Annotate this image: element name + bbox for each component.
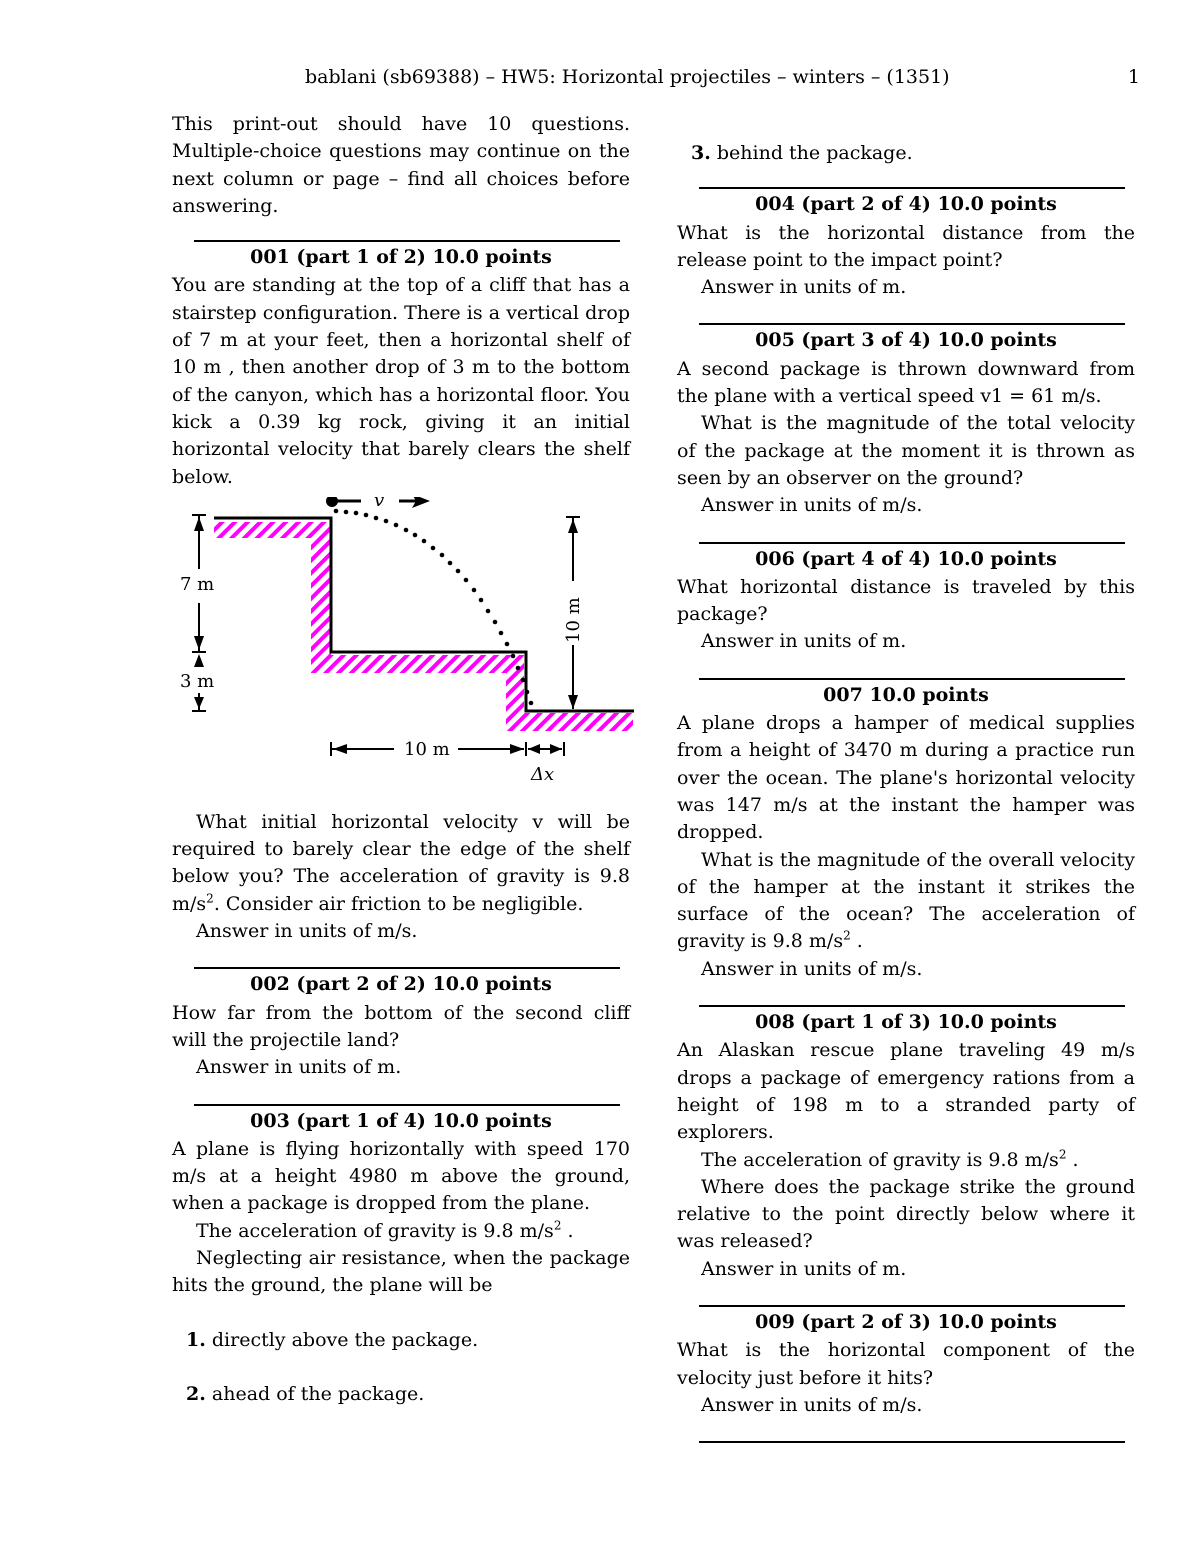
question-004-text: What is the horizontal distance from the release point to the impact point?	[677, 221, 1135, 271]
question-005-text: A second package is thrown downward from the plane with a vertical speed v1 = 61 m/s.	[677, 357, 1135, 408]
divider	[699, 1305, 1125, 1307]
question-008-gravity: The acceleration of gravity is 9.8 $m/s^2$ .	[701, 1147, 1079, 1171]
question-001-text: You are standing at the top of a cliff that has a stairstep configuration. There is a vertical drop of 7 m at your feet, then a horizontal shelf of 10 m , then another drop of 3 m to the bottom of the canyon, which has a horizontal floor. You kick a 0.39 kg rock, giving it an initial horizontal velocity that barely clears the shelf below.	[172, 274, 630, 488]
cliff-diagram	[168, 497, 638, 797]
divider	[194, 967, 620, 969]
hatch-first-wall	[311, 522, 331, 667]
question-header-006: 006 (part 4 of 4) 10.0 points	[755, 547, 1057, 570]
hatch-middle-shelf	[311, 655, 524, 673]
answer-units-009: Answer in units of m/s.	[701, 1393, 923, 1416]
answer-units-006: Answer in units of m.	[701, 630, 907, 653]
question-007-prompt: What is the magnitude of the overall velocity of the hamper at the instant it strikes the surface of the ocean? The acceleration of gravity is 9.8 $m/s^2$ .	[677, 848, 1135, 953]
label-3m: 3 m	[180, 670, 215, 692]
question-008-prompt: Where does the package strike the ground relative to the point directly below where it was released?	[677, 1175, 1135, 1253]
question-006-text: What horizontal distance is traveled by this package?	[677, 575, 1135, 626]
label-delta-x: Δx	[531, 763, 555, 785]
page-header	[170, 66, 1140, 96]
divider	[699, 187, 1125, 189]
divider	[699, 1441, 1125, 1443]
choice-3[interactable]: 3. behind the package.	[691, 142, 913, 164]
question-header-008: 008 (part 1 of 3) 10.0 points	[755, 1011, 1057, 1034]
question-002-text: How far from the bottom of the second cliff will the projectile land?	[172, 1001, 630, 1051]
choice-1[interactable]: 1. directly above the package.	[186, 1328, 479, 1351]
divider	[699, 323, 1125, 325]
question-007-text: A plane drops a hamper of medical supplies from a height of 3470 m during a practice run over the ocean. The plane's horizontal velocity was 147 m/s at the instant the hamper was dropped.	[677, 712, 1135, 844]
answer-units-008: Answer in units of m.	[701, 1257, 907, 1280]
answer-units-001: Answer in units of m/s.	[196, 920, 418, 943]
intro-text: This print-out should have 10 questions. Multiple-choice questions may continue on the next column or page – find all choices before answering.	[172, 113, 630, 217]
question-header-009: 009 (part 2 of 3) 10.0 points	[755, 1310, 1057, 1333]
divider	[194, 1104, 620, 1106]
question-008-text: An Alaskan rescue plane traveling 49 m/s drops a package of emergency rations from a height of 198 m to a stranded party of explorers.	[677, 1039, 1135, 1144]
label-10m-vertical: 10 m	[563, 597, 584, 643]
divider	[194, 240, 620, 242]
question-header-003: 003 (part 1 of 4) 10.0 points	[250, 1109, 552, 1132]
trajectory	[334, 509, 534, 706]
velocity-label: v	[374, 496, 385, 511]
question-header-007: 007 10.0 points	[823, 683, 989, 706]
label-7m: 7 m	[180, 573, 215, 595]
question-header-005: 005 (part 3 of 4) 10.0 points	[755, 329, 1057, 352]
header-title: bablani (sb69388) – HW5: Horizontal projectiles – winters – (1351)	[305, 66, 950, 88]
question-header-001: 001 (part 1 of 2) 10.0 points	[250, 246, 552, 269]
question-003-gravity: The acceleration of gravity is 9.8 $m/s^2$ .	[196, 1218, 574, 1242]
question-005-prompt: What is the magnitude of the total velocity of the package at the moment it is thrown as seen by an observer on the ground?	[677, 412, 1135, 489]
choice-2[interactable]: 2. ahead of the package.	[186, 1382, 425, 1405]
question-003-text: A plane is flying horizontally with speed 170 m/s at a height 4980 m above the ground, when a package is dropped from the plane.	[172, 1137, 630, 1215]
answer-units-005: Answer in units of m/s.	[701, 494, 923, 517]
divider	[699, 542, 1125, 544]
divider	[699, 678, 1125, 680]
divider	[699, 1005, 1125, 1007]
page-number: 1	[1127, 66, 1140, 88]
right-column	[677, 140, 1135, 1443]
answer-units-004: Answer in units of m.	[701, 276, 907, 299]
answer-units-002: Answer in units of m.	[196, 1056, 402, 1079]
question-009-text: What is the horizontal component of the velocity just before it hits?	[677, 1339, 1135, 1389]
question-header-004: 004 (part 2 of 4) 10.0 points	[755, 193, 1057, 216]
question-001-prompt: What initial horizontal velocity v will be required to barely clear the edge of the shelf below you? The acceleration of gravity is 9.8 $m/s^2$. Consider air friction to be negligible.	[172, 810, 630, 915]
left-column	[172, 111, 630, 1408]
question-003-prompt: Neglecting air resistance, when the package hits the ground, the plane will be	[172, 1247, 630, 1297]
question-header-002: 002 (part 2 of 2) 10.0 points	[250, 973, 552, 996]
hatch-canyon-floor	[506, 713, 633, 731]
answer-units-007: Answer in units of m/s.	[701, 957, 923, 980]
label-10m-horizontal: 10 m	[404, 738, 450, 760]
